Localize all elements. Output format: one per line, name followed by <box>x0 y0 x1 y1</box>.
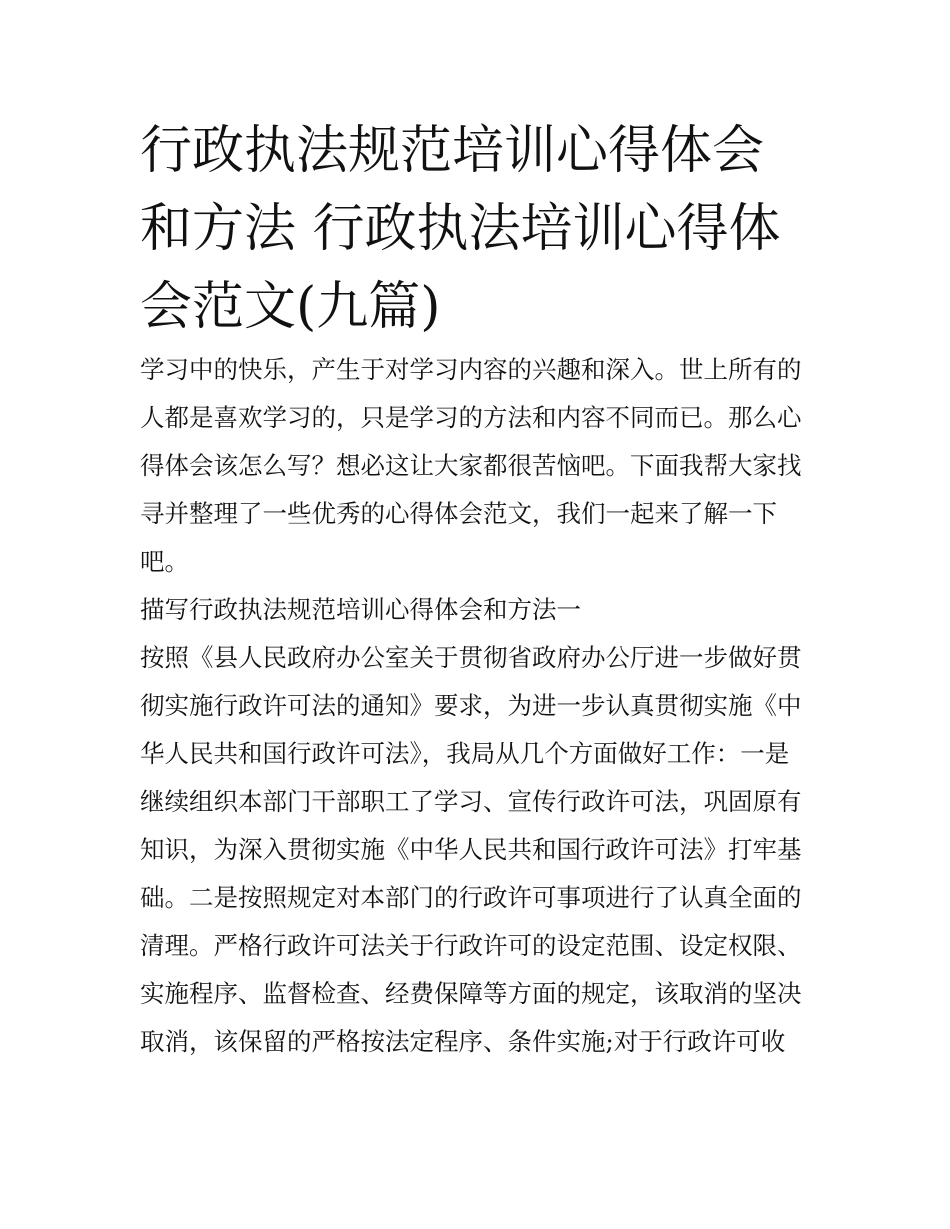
section-heading: 描写行政执法规范培训心得体会和方法一 <box>140 595 581 624</box>
section-paragraph: 按照《县人民政府办公室关于贯彻省政府办公厅进一步做好贯彻实施行政许可法的通知》要求，为进一步认真贯彻实施《中华人民共和国行政许可法》，我局从几个方面做好工作：一是继续组织本部门干部职工了学习、宣传行政许可法，巩固原有知识，为深入贯彻实施《中华人民共和国行政许可法》打牢基础。二是按照规定对本部门的行政许可事项进行了认真全面的清理。严格行政许可法关于行政许可的设定范围、设定权限、实施程序、监督检查、经费保障等方面的规定，该取消的坚决取消，该保留的严格按法定程序、条件实施;对于行政许可收 <box>140 643 802 1056</box>
document-page <box>140 112 812 1066</box>
intro-paragraph: 学习中的快乐，产生于对学习内容的兴趣和深入。世上所有的人都是喜欢学习的，只是学习的方法和内容不同而已。那么心得体会该怎么写？想必这让大家都很苦恼吧。下面我帮大家找寻并整理了一些优秀的心得体会范文，我们一起来了解一下吧。 <box>140 355 802 576</box>
document-body <box>140 346 812 1066</box>
document-title: 行政执法规范培训心得体会和方法 行政执法培训心得体会范文(九篇) <box>140 121 781 337</box>
